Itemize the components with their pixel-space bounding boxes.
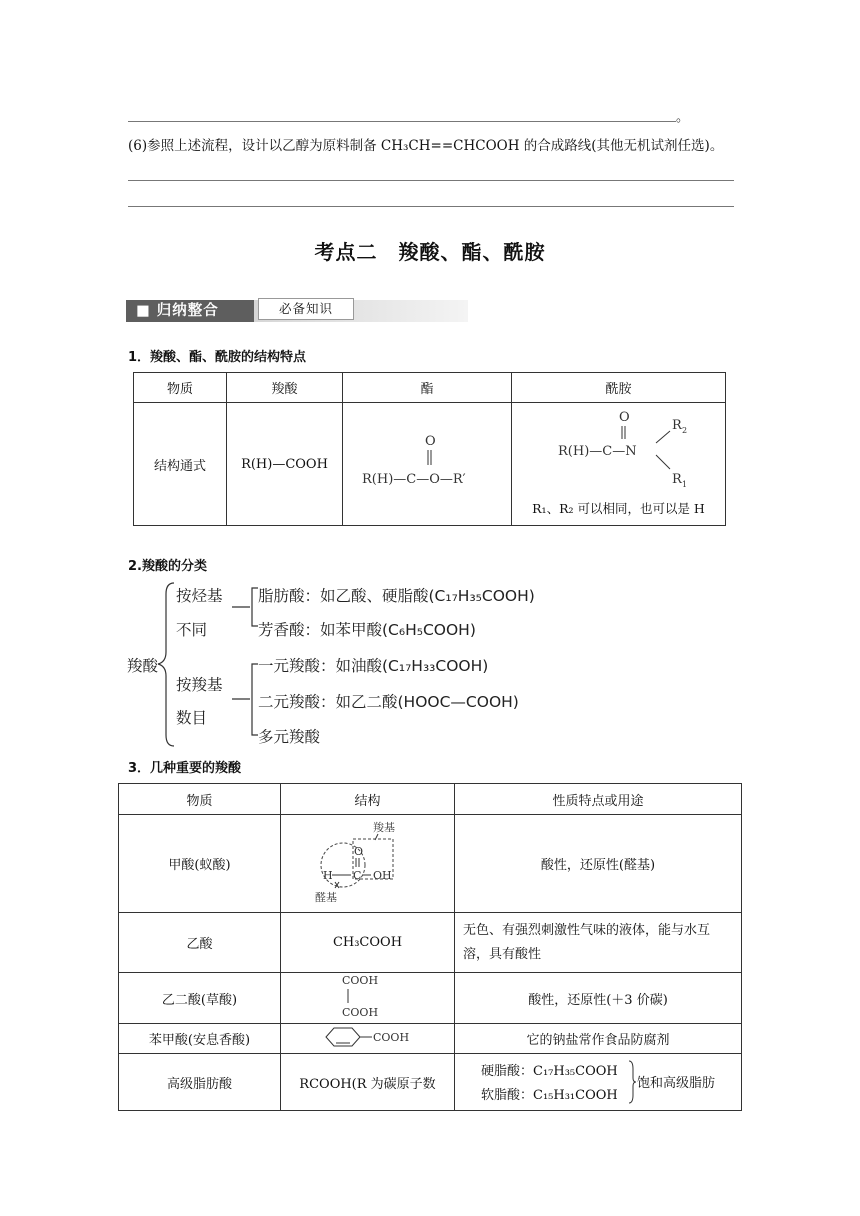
answer-line-1 xyxy=(128,121,676,122)
header-cell: 性质特点或用途 xyxy=(455,784,742,815)
formic-acid-structure xyxy=(313,817,423,907)
group-2-item: 二元羧酸：如乙二酸(HOOC—COOH) xyxy=(258,693,519,711)
group-2-item: 多元羧酸 xyxy=(258,728,321,746)
group-label: 饱和高级脂肪 xyxy=(637,1076,716,1091)
stearic-acid: 硬脂酸：C₁₇H₃₅COOH xyxy=(481,1064,618,1079)
carboxyl-label: 羧基 xyxy=(372,820,395,834)
header-cell: 结构 xyxy=(281,784,455,815)
group-1-label-line2: 不同 xyxy=(176,621,208,639)
acid-props: 酸性，还原性(＋3 价碳) xyxy=(455,973,742,1024)
amide-formula-cell xyxy=(512,403,726,526)
amide-structure xyxy=(514,403,724,495)
formic-c: C xyxy=(352,868,361,882)
formic-oxygen: O xyxy=(353,844,363,858)
acid-structure: RCOOH(R 为碳原子数 xyxy=(281,1054,455,1111)
section-title: 考点二 羧酸、酯、酰胺 xyxy=(314,240,546,264)
tree-root: 羧酸 xyxy=(127,657,159,675)
formic-h: H xyxy=(322,868,333,882)
brace-icon xyxy=(627,1059,637,1105)
benzoic-acid-structure xyxy=(318,1025,418,1049)
banner-main-label: ■ 归纳整合 xyxy=(126,300,254,322)
summary-banner xyxy=(126,298,468,324)
section-2-heading: 2.羧酸的分类 xyxy=(128,559,207,574)
benzoic-group: COOH xyxy=(372,1030,409,1044)
table-row xyxy=(119,815,742,913)
section-3-heading: 3．几种重要的羧酸 xyxy=(128,761,242,776)
acid-formula: R(H)—COOH xyxy=(227,403,343,526)
header-cell: 物质 xyxy=(119,784,281,815)
header-cell: 羧酸 xyxy=(227,373,343,403)
acid-name: 苯甲酸(安息香酸) xyxy=(119,1024,281,1054)
acid-name: 乙酸 xyxy=(119,913,281,973)
group-2-label-line2: 数目 xyxy=(176,709,208,727)
ester-structure xyxy=(347,427,507,497)
acid-props: 酸性，还原性(醛基) xyxy=(455,815,742,913)
amide-r-top-sub: 2 xyxy=(681,426,687,435)
amide-chain: R(H)—C—N xyxy=(557,444,637,459)
oxalic-structure-cell xyxy=(281,973,455,1024)
group-1-label-line1: 按烃基 xyxy=(176,587,223,605)
fatty-acid-props xyxy=(455,1054,742,1111)
acid-props: 无色、有强烈刺激性气味的液体，能与水互溶，具有酸性 xyxy=(455,913,742,973)
fatty-acid-group xyxy=(481,1057,741,1107)
banner-tab-label: 必备知识 xyxy=(258,298,354,320)
acid-name: 高级脂肪酸 xyxy=(119,1054,281,1111)
ester-oxygen: O xyxy=(425,434,436,449)
amide-r-top: R xyxy=(671,418,682,433)
header-cell: 物质 xyxy=(134,373,227,403)
ester-formula-cell xyxy=(343,403,512,526)
structure-table xyxy=(133,372,726,526)
table-row xyxy=(119,913,742,973)
amide-r-bottom-sub: 1 xyxy=(681,480,687,489)
amide-r-bottom: R xyxy=(671,472,682,487)
row-label: 结构通式 xyxy=(134,403,227,526)
ester-chain: R(H)—C—O—R′ xyxy=(362,472,466,487)
palmitic-acid: 软脂酸：C₁₅H₃₁COOH xyxy=(481,1088,618,1103)
oxalic-bottom: COOH xyxy=(341,1006,378,1019)
table-row xyxy=(119,1054,742,1111)
acid-name: 乙二酸(草酸) xyxy=(119,973,281,1024)
important-acids-table xyxy=(118,783,742,1111)
answer-line-3 xyxy=(128,206,734,207)
amide-oxygen: O xyxy=(618,410,630,425)
formic-structure-cell xyxy=(281,815,455,913)
group-1-item: 脂肪酸：如乙酸、硬脂酸(C₁₇H₃₅COOH) xyxy=(258,587,535,605)
acid-name: 甲酸(蚁酸) xyxy=(119,815,281,913)
group-1-item: 芳香酸：如苯甲酸(C₆H₅COOH) xyxy=(258,621,476,639)
formic-oh: OH xyxy=(372,868,392,882)
aldehyde-label: 醛基 xyxy=(314,890,337,904)
section-1-heading: 1．羧酸、酯、酰胺的结构特点 xyxy=(128,350,307,365)
header-cell: 酰胺 xyxy=(512,373,726,403)
answer-line-period: 。 xyxy=(676,110,690,125)
header-cell: 酯 xyxy=(343,373,512,403)
oxalic-acid-structure xyxy=(338,973,398,1019)
acid-structure: CH₃COOH xyxy=(281,913,455,973)
table-row xyxy=(119,973,742,1024)
benzoic-structure-cell xyxy=(281,1024,455,1054)
amide-note: R₁、R₂ 可以相同，也可以是 H xyxy=(532,501,705,516)
oxalic-top: COOH xyxy=(341,974,378,987)
answer-line-2 xyxy=(128,180,734,181)
question-6-text: (6)参照上述流程，设计以乙醇为原料制备 CH₃CH==CHCOOH 的合成路线(其他无机试剂任选)。 xyxy=(128,138,724,154)
table-row xyxy=(119,1024,742,1054)
group-2-label-line1: 按羧基 xyxy=(176,676,223,694)
group-2-item: 一元羧酸：如油酸(C₁₇H₃₃COOH) xyxy=(258,657,489,675)
acid-props: 它的钠盐常作食品防腐剂 xyxy=(455,1024,742,1054)
